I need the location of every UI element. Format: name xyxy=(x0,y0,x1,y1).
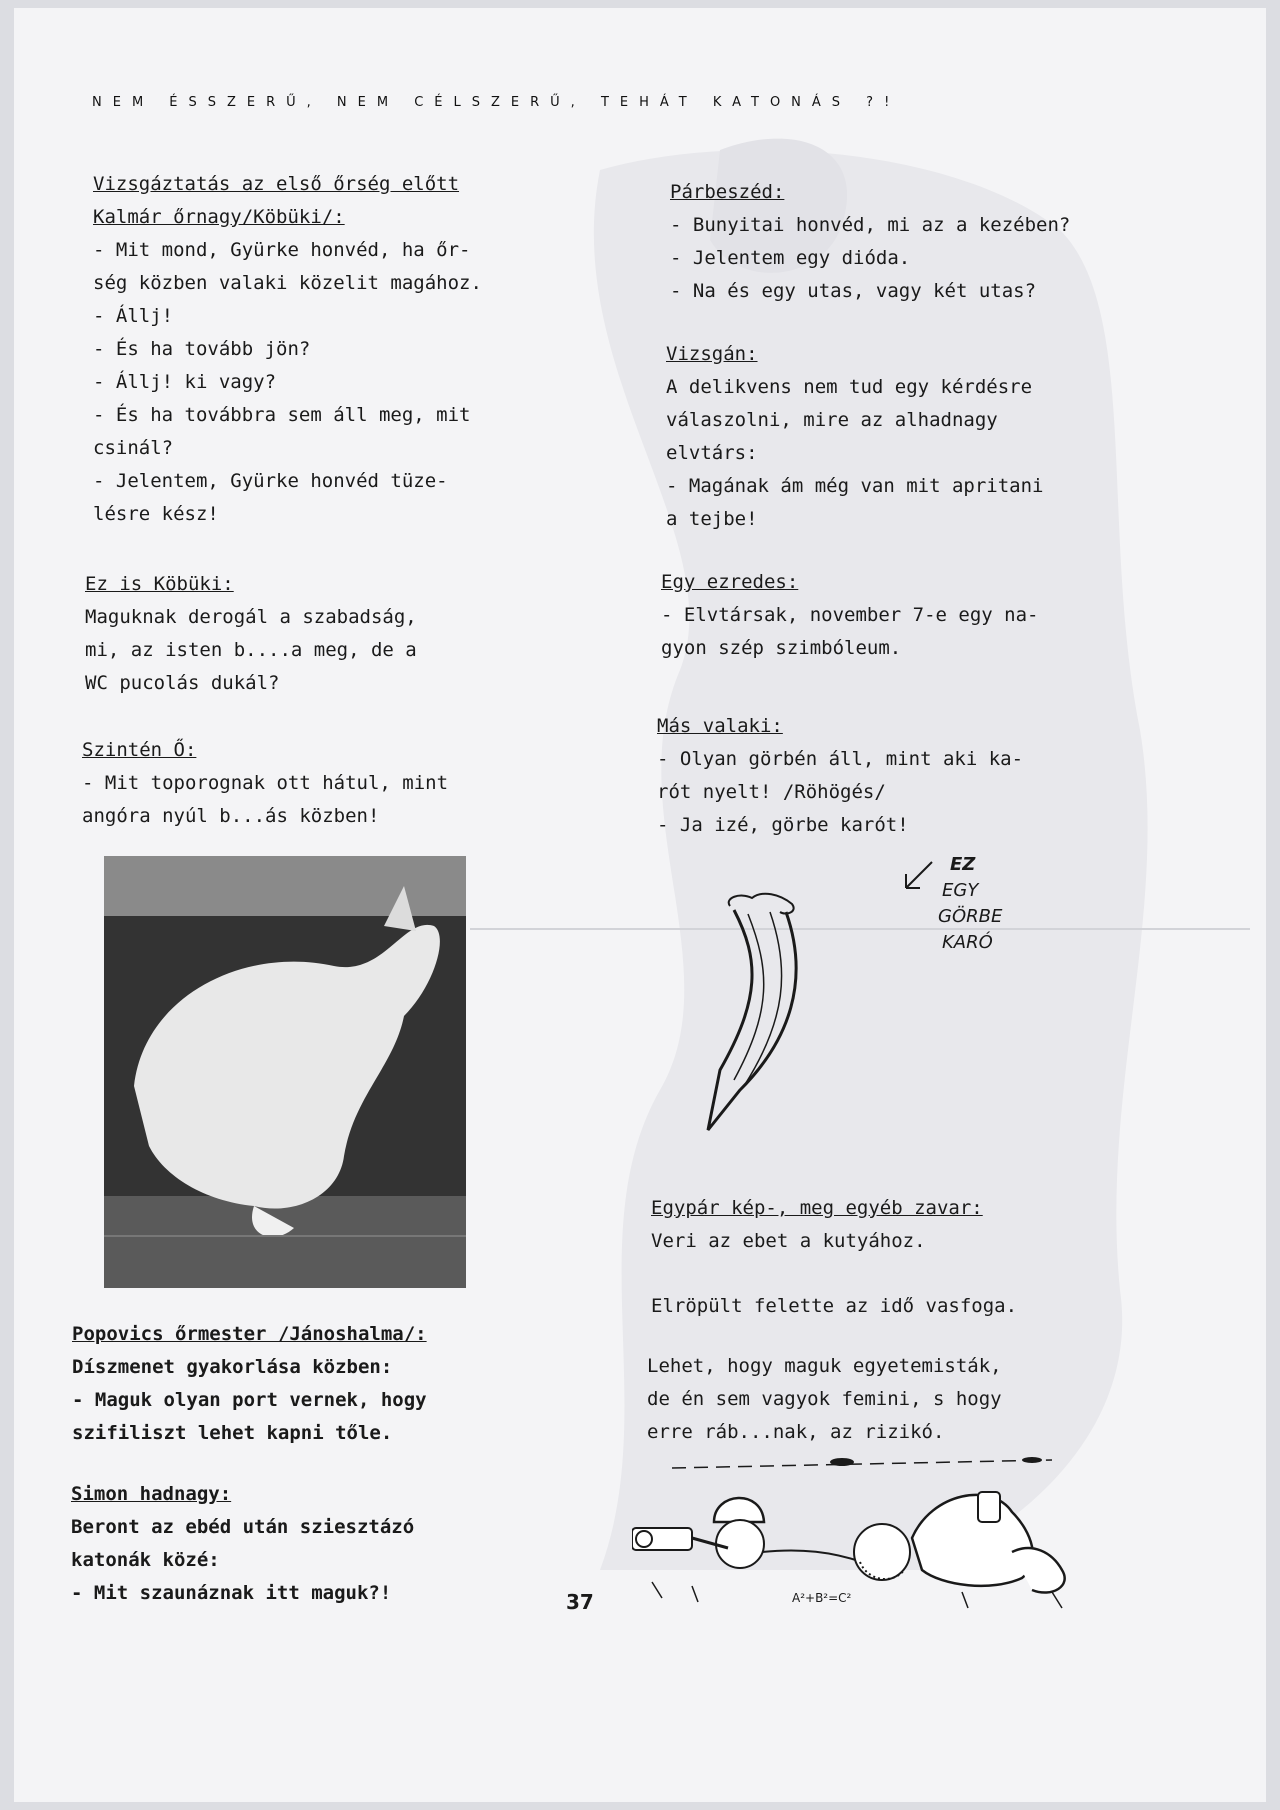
sketch-label-line: EZ xyxy=(950,854,976,875)
text-line: - Mit szaunáznak itt maguk?! xyxy=(71,1582,392,1604)
text-line: gyon szép szimbóleum. xyxy=(661,637,902,659)
cartoon-formula: A²+B²=C² xyxy=(792,1591,852,1605)
text-line: - Elvtársak, november 7-e egy na- xyxy=(661,604,1039,626)
sketch-label-line: KARÓ xyxy=(942,932,993,953)
text-line: - Mit toporognak ott hátul, mint xyxy=(82,772,449,794)
text-line: - Bunyitai honvéd, mi az a kezében? xyxy=(670,214,1071,236)
left-block-szinten xyxy=(82,734,448,833)
left-block-simon xyxy=(71,1478,414,1610)
right-block-zavar xyxy=(651,1192,983,1258)
text-line: - Állj! ki vagy? xyxy=(93,371,277,393)
text-line: rót nyelt! /Röhögés/ xyxy=(657,781,886,803)
block-title: Ez is Köbüki: xyxy=(85,573,234,595)
text-line: Maguknak derogál a szabadság, xyxy=(85,606,417,628)
page-number: 37 xyxy=(566,1590,594,1614)
text-line: - Na és egy utas, vagy két utas? xyxy=(670,280,1037,302)
text-line: elvtárs: xyxy=(666,442,758,464)
soldier-cartoon xyxy=(632,1452,1092,1612)
text-line: szifiliszt lehet kapni tőle. xyxy=(72,1422,393,1444)
crooked-stake-sketch xyxy=(700,890,860,1140)
left-block-popovics xyxy=(72,1318,427,1450)
right-block-egyetemistak xyxy=(647,1350,1002,1449)
text-line: - Jelentem, Gyürke honvéd tüze- xyxy=(93,470,448,492)
text-line: - Állj! xyxy=(93,305,174,327)
text-line: WC pucolás dukál? xyxy=(85,672,280,694)
text-line: Veri az ebet a kutyához. xyxy=(651,1230,926,1252)
text-line: csinál? xyxy=(93,437,174,459)
text-line: - Mit mond, Gyürke honvéd, ha őr- xyxy=(93,239,471,261)
paper-fold-line xyxy=(470,928,1250,930)
block-title: Simon hadnagy: xyxy=(71,1483,232,1505)
text-line: - Magának ám még van mit apritani xyxy=(666,475,1044,497)
block-title: Szintén Ő: xyxy=(82,739,197,761)
block-title: Párbeszéd: xyxy=(670,181,785,203)
right-block-vasfoga xyxy=(651,1290,1017,1323)
sketch-label xyxy=(920,852,1002,956)
sketch-label-line: GÖRBE xyxy=(938,906,1003,927)
text-line: - És ha tovább jön? xyxy=(93,338,311,360)
text-line: lésre kész! xyxy=(93,503,219,525)
text-line: Elröpült felette az idő vasfoga. xyxy=(651,1295,1018,1317)
block-title: Egy ezredes: xyxy=(661,571,799,593)
rabbit-photo xyxy=(104,856,466,1288)
text-line: A delikvens nem tud egy kérdésre xyxy=(666,376,1033,398)
text-line: válaszolni, mire az alhadnagy xyxy=(666,409,998,431)
text-line: angóra nyúl b...ás közben! xyxy=(82,805,380,827)
text-line: - És ha továbbra sem áll meg, mit xyxy=(93,404,471,426)
text-line: mi, az isten b....a meg, de a xyxy=(85,639,417,661)
right-block-mas-valaki xyxy=(657,710,1023,842)
text-line: - Ja izé, görbe karót! xyxy=(657,814,909,836)
text-line: - Maguk olyan port vernek, hogy xyxy=(72,1389,427,1411)
text-line: a tejbe! xyxy=(666,508,758,530)
block-title: Vizsgán: xyxy=(666,343,758,365)
block-title: Popovics őrmester /Jánoshalma/: xyxy=(72,1323,427,1345)
text-line: Lehet, hogy maguk egyetemisták, xyxy=(647,1355,1002,1377)
text-line: - Olyan görbén áll, mint aki ka- xyxy=(657,748,1024,770)
block-title: Egypár kép-, meg egyéb zavar: xyxy=(651,1197,983,1219)
sketch-label-line: EGY xyxy=(942,880,979,901)
text-line: Beront az ebéd után sziesztázó xyxy=(71,1516,415,1538)
text-line: - Jelentem egy dióda. xyxy=(670,247,911,269)
text-line: katonák közé: xyxy=(71,1549,220,1571)
page-header: NEM ÉSSZERŰ, NEM CÉLSZERŰ, TEHÁT KATONÁS ?! xyxy=(92,95,901,110)
block-title: Vizsgáztatás az első őrség előtt xyxy=(93,173,460,195)
block-title: Más valaki: xyxy=(657,715,783,737)
left-block-exam xyxy=(93,168,482,531)
text-line: erre ráb...nak, az rizikó. xyxy=(647,1421,945,1443)
right-block-vizsgan xyxy=(666,338,1044,536)
right-block-parbeszed xyxy=(670,176,1070,308)
text-line: de én sem vagyok femini, s hogy xyxy=(647,1388,1002,1410)
text-line: Díszmenet gyakorlása közben: xyxy=(72,1356,393,1378)
right-block-ezredes xyxy=(661,566,1039,665)
block-subtitle: Kalmár őrnagy/Köbüki/: xyxy=(93,206,345,228)
text-line: ség közben valaki közelit magához. xyxy=(93,272,482,294)
left-block-kobuki xyxy=(85,568,417,700)
